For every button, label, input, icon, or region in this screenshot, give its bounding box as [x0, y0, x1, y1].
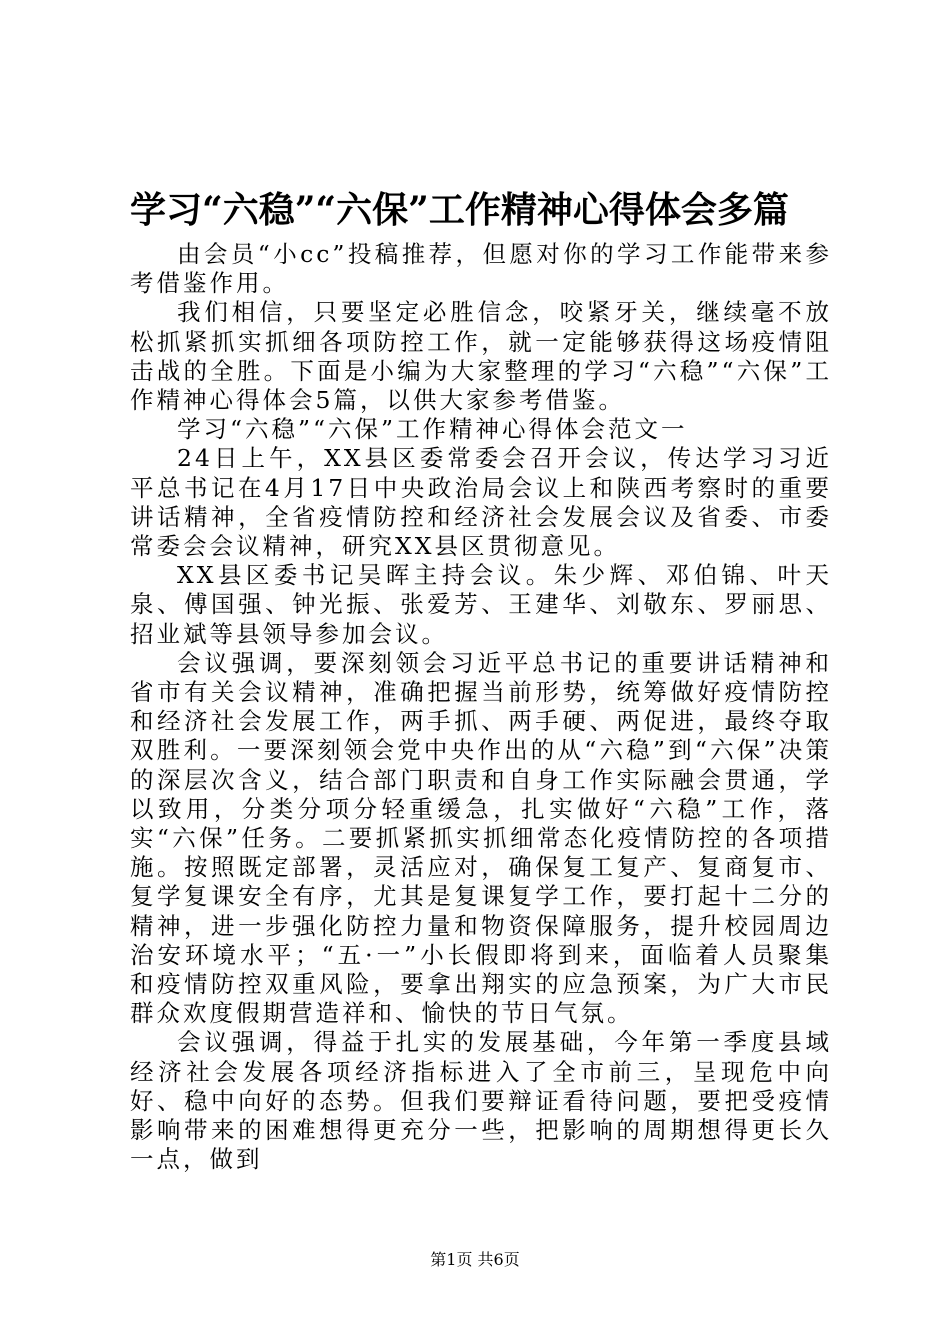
paragraph-summary: 我们相信，只要坚定必胜信念，咬紧牙关，继续毫不放松抓紧抓实抓细各项防控工作，就一定能够获得这场疫情阻击战的全胜。下面是小编为大家整理的学习“六稳”“六保”工作精神心得体会5篇，以供大家参考借鉴。 [130, 298, 832, 415]
paragraph-emphasis-2: 会议强调，得益于扎实的发展基础，今年第一季度县域经济社会发展各项经济指标进入了全市前三，呈现危中向好、稳中向好的态势。但我们要辩证看待问题，要把受疫情影响带来的困难想得更充分一些，把影响的周期想得更长久一点，做到 [130, 1028, 832, 1174]
paragraph-attendees: XX县区委书记吴晖主持会议。朱少辉、邓伯锦、叶天泉、傅国强、钟光振、张爱芳、王建华、刘敬东、罗丽思、招业斌等县领导参加会议。 [130, 561, 832, 648]
page-footer: 第1页 共6页 [430, 1250, 520, 1269]
document-title: 学习“六稳”“六保”工作精神心得体会多篇 [130, 189, 789, 231]
paragraph-intro: 由会员“小cc”投稿推荐，但愿对你的学习工作能带来参考借鉴作用。 [130, 240, 832, 298]
paragraph-emphasis-1: 会议强调，要深刻领会习近平总书记的重要讲话精神和省市有关会议精神，准确把握当前形势，统筹做好疫情防控和经济社会发展工作，两手抓、两手硬、两促进，最终夺取双胜利。一要深刻领会党中央作出的从“六稳”到“六保”决策的深层次含义，结合部门职责和自身工作实际融会贯通，学以致用，分类分项分轻重缓急，扎实做好“六稳”工作，落实“六保”任务。二要抓紧抓实抓细常态化疫情防控的各项措施。按照既定部署，灵活应对，确保复工复产、复商复市、复学复课安全有序，尤其是复课复学工作，要打起十二分的精神，进一步强化防控力量和物资保障服务，提升校园周边治安环境水平；“五·一”小长假即将到来，面临着人员聚集和疫情防控双重风险，要拿出翔实的应急预案，为广大市民群众欢度假期营造祥和、愉快的节日气氛。 [130, 648, 832, 1028]
section-heading: 学习“六稳”“六保”工作精神心得体会范文一 [177, 415, 688, 444]
paragraph-meeting: 24日上午，XX县区委常委会召开会议，传达学习习近平总书记在4月17日中央政治局会议上和陕西考察时的重要讲话精神，全省疫情防控和经济社会发展会议及省委、市委常委会会议精神，研究XX县区贯彻意见。 [130, 444, 832, 561]
document-body [130, 240, 832, 1175]
